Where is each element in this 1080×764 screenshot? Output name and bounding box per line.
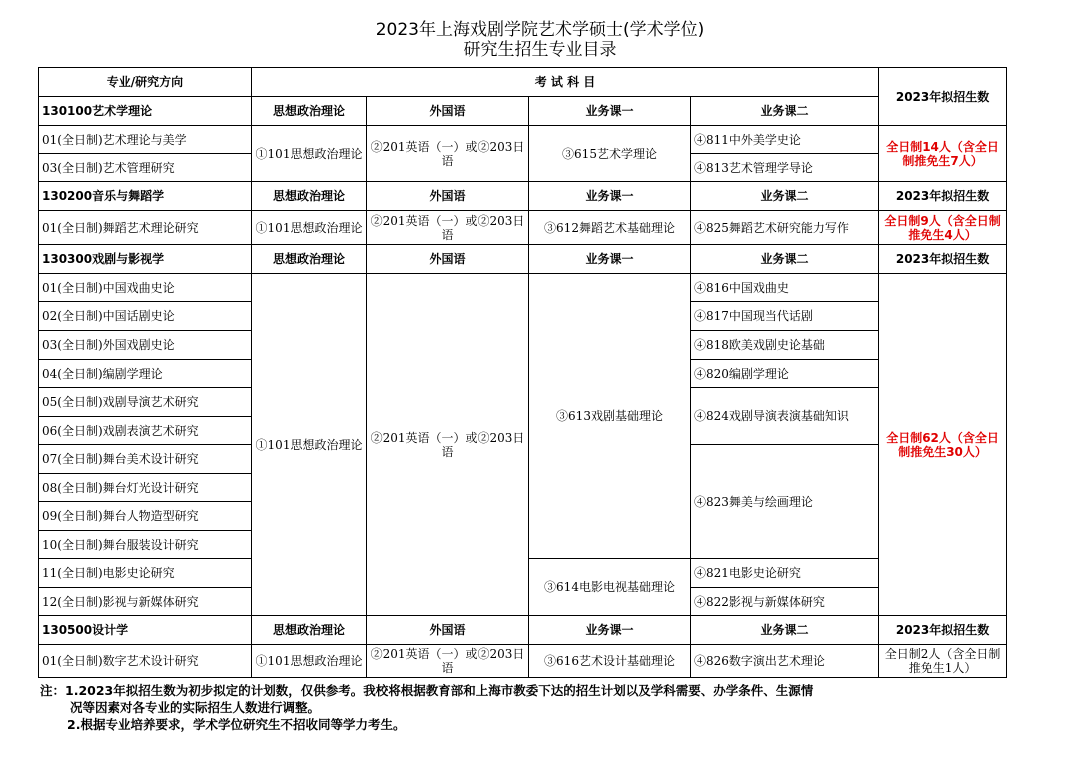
major-row: 10(全日制)舞台服装设计研究 xyxy=(39,531,252,559)
course2-cell: ④818欧美戏剧史论基础 xyxy=(691,331,879,360)
course1-cell: ③615艺术学理论 xyxy=(529,126,691,182)
major-row: 09(全日制)舞台人物造型研究 xyxy=(39,502,252,531)
col-foreign: 外国语 xyxy=(367,97,529,126)
col-course1: 业务课一 xyxy=(529,616,691,645)
course1-cell: ③613戏剧基础理论 xyxy=(529,274,691,559)
course2-cell: ④816中国戏曲史 xyxy=(691,274,879,302)
major-row: 08(全日制)舞台灯光设计研究 xyxy=(39,474,252,502)
major-row: 03(全日制)外国戏剧史论 xyxy=(39,331,252,360)
foreign-cell: ②201英语（一）或②203日语 xyxy=(367,211,529,245)
col-course2: 业务课二 xyxy=(691,182,879,211)
major-row: 01(全日制)中国戏曲史论 xyxy=(39,274,252,302)
enrollment-count: 全日制2人（含全日制推免生1人） xyxy=(879,645,1007,678)
course2-cell: ④820编剧学理论 xyxy=(691,360,879,388)
politics-cell: ①101思想政治理论 xyxy=(252,211,367,245)
foreign-cell: ②201英语（一）或②203日语 xyxy=(367,274,529,616)
foreign-cell: ②201英语（一）或②203日语 xyxy=(367,645,529,678)
section-code: 130300戏剧与影视学 xyxy=(39,245,252,274)
enrollment-count: 全日制9人（含全日制推免生4人） xyxy=(879,211,1007,245)
header-major: 专业/研究方向 xyxy=(39,68,252,97)
col-course2: 业务课二 xyxy=(691,616,879,645)
course2-cell: ④824戏剧导演表演基础知识 xyxy=(691,388,879,445)
col-enrollment: 2023年拟招生数 xyxy=(879,182,1007,211)
section-code: 130200音乐与舞蹈学 xyxy=(39,182,252,211)
major-row: 03(全日制)艺术管理研究 xyxy=(39,154,252,182)
document-subtitle: 研究生招生专业目录 xyxy=(463,40,617,60)
col-foreign: 外国语 xyxy=(367,616,529,645)
course2-cell: ④822影视与新媒体研究 xyxy=(691,588,879,616)
course2-cell: ④821电影史论研究 xyxy=(691,559,879,588)
course2-cell: ④823舞美与绘画理论 xyxy=(691,445,879,559)
foreign-cell: ②201英语（一）或②203日语 xyxy=(367,126,529,182)
course2-cell: ④826数字演出艺术理论 xyxy=(691,645,879,678)
col-enrollment: 2023年拟招生数 xyxy=(879,616,1007,645)
major-row: 01(全日制)数字艺术设计研究 xyxy=(39,645,252,678)
major-row: 06(全日制)戏剧表演艺术研究 xyxy=(39,417,252,445)
course1-cell: ③614电影电视基础理论 xyxy=(529,559,691,616)
col-foreign: 外国语 xyxy=(367,182,529,211)
col-foreign: 外国语 xyxy=(367,245,529,274)
politics-cell: ①101思想政治理论 xyxy=(252,645,367,678)
document-title: 2023年上海戏剧学院艺术学硕士(学术学位) xyxy=(375,20,705,40)
major-row: 07(全日制)舞台美术设计研究 xyxy=(39,445,252,474)
major-row: 11(全日制)电影史论研究 xyxy=(39,559,252,588)
major-row: 01(全日制)艺术理论与美学 xyxy=(39,126,252,154)
section-code: 130500设计学 xyxy=(39,616,252,645)
col-politics: 思想政治理论 xyxy=(252,616,367,645)
enrollment-count: 全日制14人（含全日制推免生7人） xyxy=(879,126,1007,182)
major-row: 05(全日制)戏剧导演艺术研究 xyxy=(39,388,252,417)
course2-cell: ④817中国现当代话剧 xyxy=(691,302,879,331)
course2-cell: ④825舞蹈艺术研究能力写作 xyxy=(691,211,879,245)
header-exam-subjects: 考 试 科 目 xyxy=(252,68,879,97)
col-politics: 思想政治理论 xyxy=(252,182,367,211)
politics-cell: ①101思想政治理论 xyxy=(252,126,367,182)
section-code: 130100艺术学理论 xyxy=(39,97,252,126)
col-course1: 业务课一 xyxy=(529,245,691,274)
course1-cell: ③616艺术设计基础理论 xyxy=(529,645,691,678)
politics-cell: ①101思想政治理论 xyxy=(252,274,367,616)
col-course2: 业务课二 xyxy=(691,245,879,274)
enrollment-count: 全日制62人（含全日制推免生30人） xyxy=(879,274,1007,616)
col-politics: 思想政治理论 xyxy=(252,97,367,126)
col-politics: 思想政治理论 xyxy=(252,245,367,274)
major-row: 04(全日制)编剧学理论 xyxy=(39,360,252,388)
col-course1: 业务课一 xyxy=(529,182,691,211)
note-1-continued: 况等因素对各专业的实际招生人数进行调整。 xyxy=(70,700,321,715)
major-row: 12(全日制)影视与新媒体研究 xyxy=(39,588,252,616)
header-enrollment: 2023年拟招生数 xyxy=(879,68,1007,126)
note-2: 2.根据专业培养要求，学术学位研究生不招收同等学力考生。 xyxy=(67,717,406,732)
course2-cell: ④811中外美学史论 xyxy=(691,126,879,154)
col-course2: 业务课二 xyxy=(691,97,879,126)
col-course1: 业务课一 xyxy=(529,97,691,126)
major-row: 01(全日制)舞蹈艺术理论研究 xyxy=(39,211,252,245)
course1-cell: ③612舞蹈艺术基础理论 xyxy=(529,211,691,245)
course2-cell: ④813艺术管理学导论 xyxy=(691,154,879,182)
footnotes xyxy=(40,682,813,733)
major-row: 02(全日制)中国话剧史论 xyxy=(39,302,252,331)
note-1: 注：1.2023年拟招生数为初步拟定的计划数，仅供参考。我校将根据教育部和上海市教委下达的招生计划以及学科需要、办学条件、生源情 xyxy=(40,683,814,698)
col-enrollment: 2023年拟招生数 xyxy=(879,245,1007,274)
enrollment-catalog-table xyxy=(38,67,1007,678)
